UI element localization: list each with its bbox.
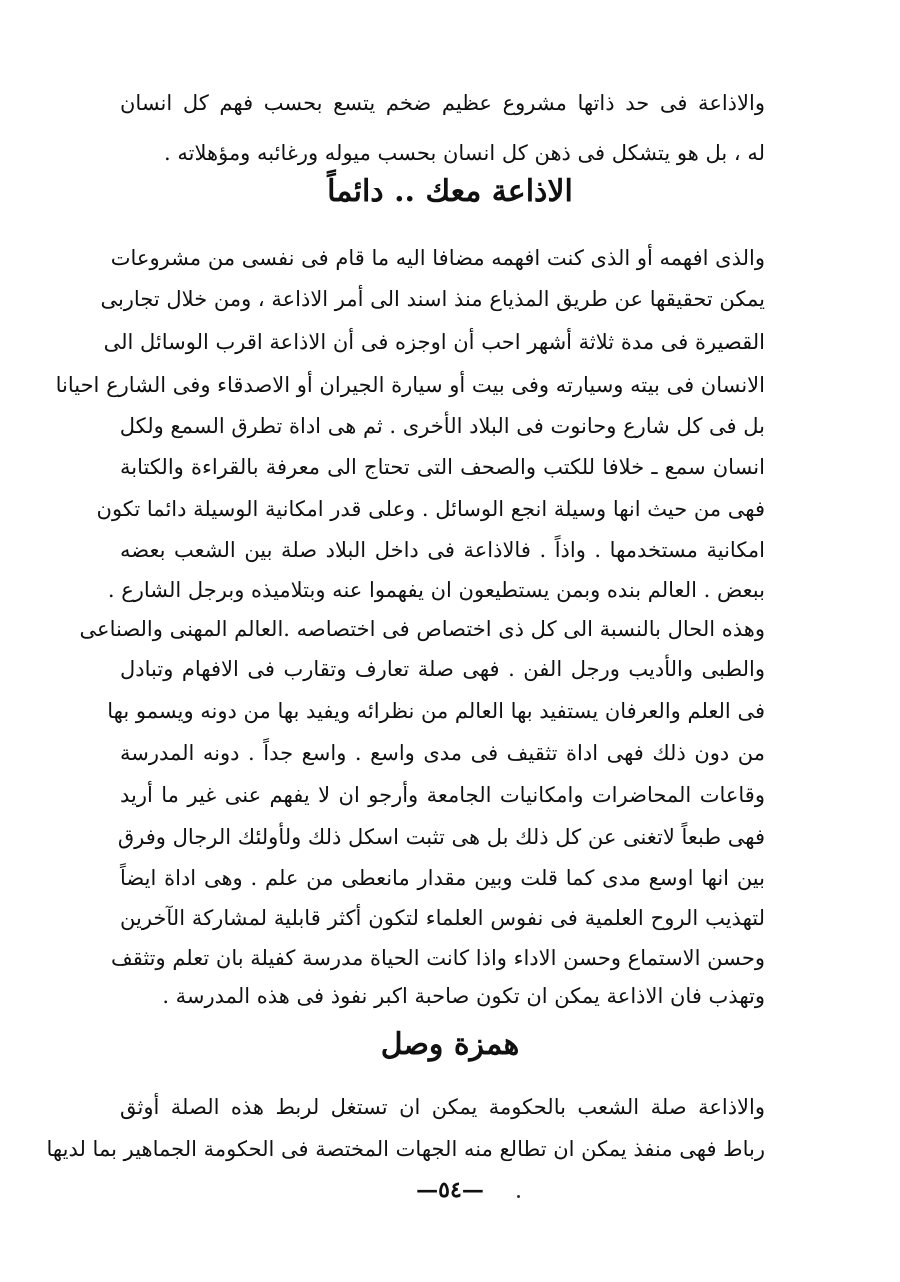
- text-line: القصيرة فى مدة ثلاثة أشهر احب أن اوجزه فى أن الاذاعة اقرب الوسائل الى: [103, 330, 765, 354]
- text-line: امكانية مستخدمها . واذاً . فالاذاعة فى داخل البلاد صلة بين الشعب بعضه: [120, 538, 765, 562]
- text-line: بل فى كل شارع وحانوت فى البلاد الأخرى . ثم هى اداة تطرق السمع ولكل: [119, 414, 765, 438]
- text-line: والطبى والأديب ورجل الفن . فهى صلة تعارف وتقارب فى الافهام وتبادل: [120, 657, 765, 681]
- text-line: وحسن الاستماع وحسن الاداء واذا كانت الحياة مدرسة كفيلة بان تعلم وتثقف: [110, 946, 765, 970]
- text-line: وتهذب فان الاذاعة يمكن ان تكون صاحبة اكبر نفوذ فى هذه المدرسة .: [162, 984, 765, 1008]
- text-line: يمكن تحقيقها عن طريق المذياع منذ اسند الى أمر الاذاعة ، ومن خلال تجاربى: [100, 287, 765, 311]
- text-line: بين انها اوسع مدى كما قلت وبين مقدار مانعطى من علم . وهى اداة ايضاً: [120, 866, 765, 890]
- text-line: فى العلم والعرفان يستفيد بها العالم من نظرائه ويفيد بها من دونه ويسمو بها: [107, 699, 765, 723]
- text-line: لتهذيب الروح العلمية فى نفوس العلماء لتكون أكثر قابلية لمشاركة الآخرين: [120, 906, 765, 930]
- text-line: رباط فهى منفذ يمكن ان تطالع منه الجهات المختصة فى الحكومة الجماهير بما لديها: [46, 1137, 765, 1161]
- text-line: الانسان فى بيته وسيارته وفى بيت أو سيارة الجيران أو الاصدقاء وفى الشارع احيانا: [55, 373, 765, 397]
- text-line: والاذاعة فى حد ذاتها مشروع عظيم ضخم يتسع بحسب فهم كل انسان: [120, 91, 765, 115]
- text-line: والذى افهمه أو الذى كنت افهمه مضافا اليه ما قام فى نفسى من مشروعات: [110, 246, 765, 270]
- text-line: ببعض . العالم بنده وبمن يستطيعون ان يفهموا عنه وبتلاميذه وبرجل الشارع .: [107, 578, 765, 602]
- page-number: —٥٤—: [416, 1177, 484, 1203]
- section-heading: همزة وصل: [380, 1027, 520, 1062]
- text-line: والاذاعة صلة الشعب بالحكومة يمكن ان تستغل لربط هذه الصلة أوثق: [120, 1095, 765, 1119]
- text-line: انسان سمع ـ خلافا للكتب والصحف التى تحتاج الى معرفة بالقراءة والكتابة: [120, 455, 765, 479]
- text-line: وقاعات المحاضرات وامكانيات الجامعة وأرجو ان لا يفهم عنى غير ما أريد: [120, 783, 765, 807]
- text-line: فهى من حيث انها وسيلة انجع الوسائل . وعلى قدر امكانية الوسيلة دائما تكون: [96, 497, 765, 521]
- text-line: من دون ذلك فهى اداة تثقيف فى مدى واسع . واسع جداً . دونه المدرسة: [120, 741, 765, 765]
- text-line: وهذه الحال بالنسبة الى كل ذى اختصاص فى اختصاصه .العالم المهنى والصناعى: [79, 617, 765, 641]
- text-line: فهى طبعاً لاتغنى عن كل ذلك بل هى تثبت اسكل ذلك ولأولئك الرجال وفرق: [117, 825, 765, 849]
- section-heading: الاذاعة معك .. دائماً: [327, 174, 573, 209]
- text-line: له ، بل هو يتشكل فى ذهن كل انسان بحسب ميوله ورغائبه ومؤهلاته .: [164, 141, 765, 165]
- print-speck: [517, 1195, 520, 1198]
